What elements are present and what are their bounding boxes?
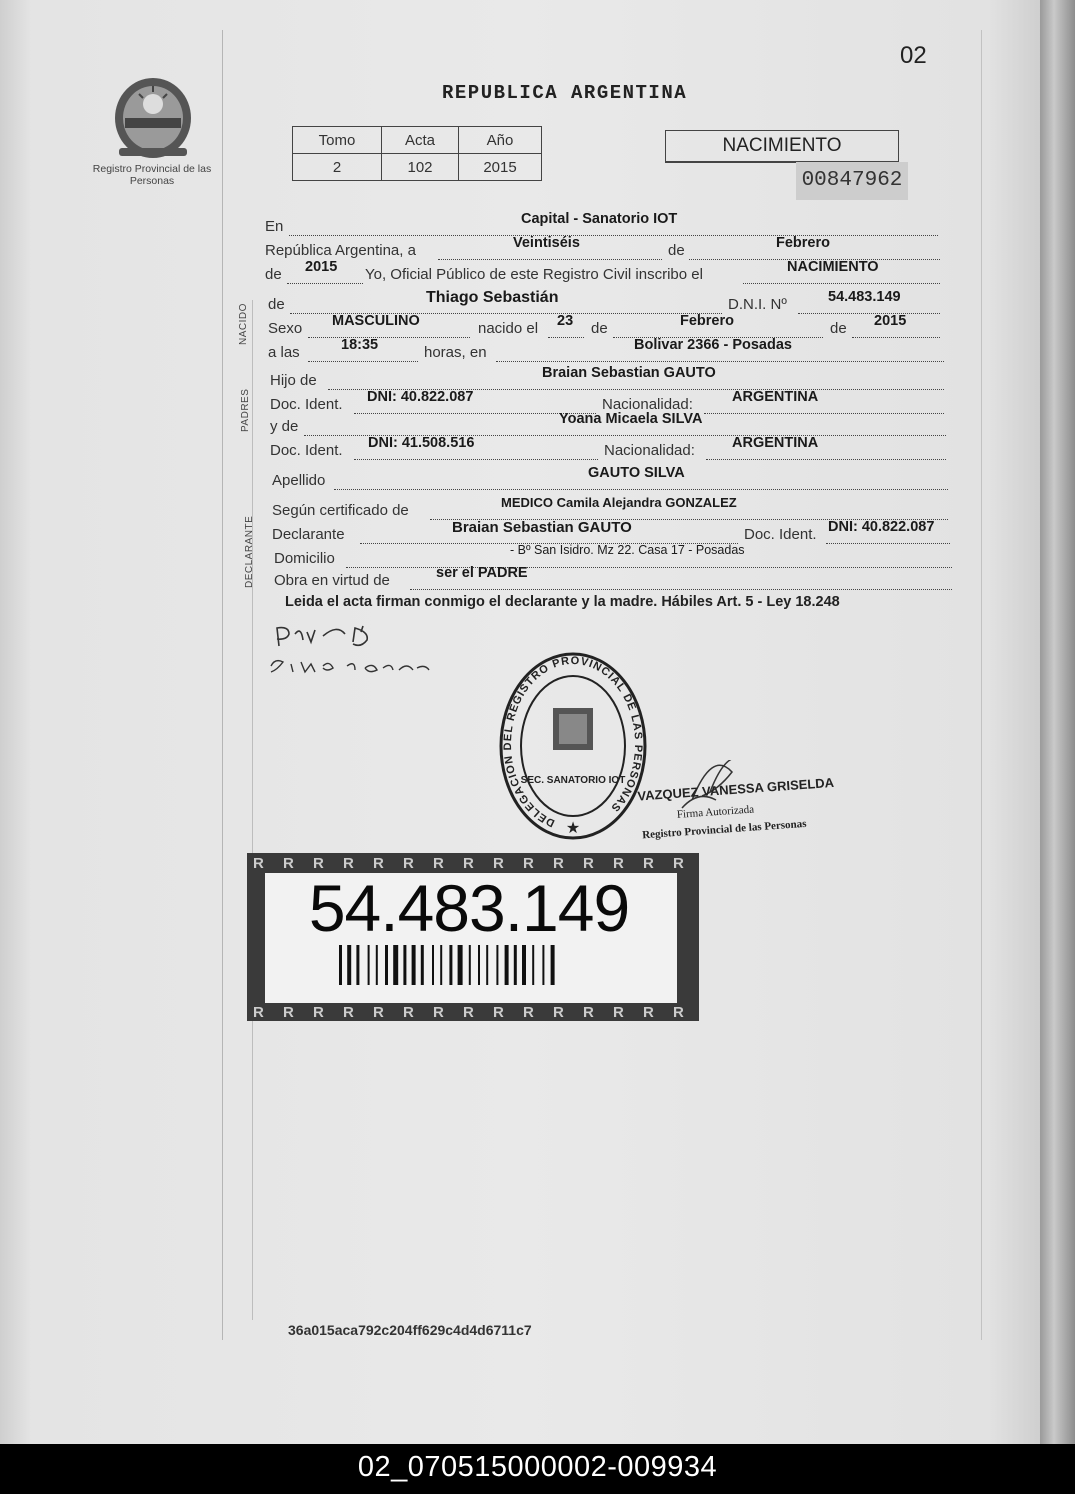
signer-name: VAZQUEZ VANESSA GRISELDA [636,774,835,804]
dni-label: D.N.I. Nº [728,296,787,313]
father-nationality: ARGENTINA [732,389,819,405]
de2-label: de [265,266,282,283]
month-value: Febrero [776,235,830,251]
stamp-inner-text: SEC. SANATORIO IOT [520,775,626,786]
registry-table [292,126,542,181]
sticker-pattern-letter: R [403,855,414,872]
sticker-pattern-letter: R [643,1004,654,1021]
alas-label: a las [268,344,300,361]
star-icon: ★ [565,820,581,837]
sticker-pattern-letter: R [673,855,684,872]
sticker-pattern-letter: R [613,1004,624,1021]
stamp-ring-text: DELEGACION DEL REGISTRO PROVINCIAL DE LAS PERSONAS [501,654,645,830]
declarant-signature [265,622,440,684]
nacido-section-label: NACIDO [238,303,249,345]
birth-year: 2015 [874,313,907,329]
acta-header: Acta [382,127,459,154]
domicilio-value: - Bº San Isidro. Mz 22. Casa 17 - Posadas [510,543,745,557]
cert-value: MEDICO Camila Alejandra GONZALEZ [501,495,737,510]
apellido-row [272,465,948,496]
province-crest-icon [105,68,201,164]
barcode-bar [514,945,517,985]
doc-label: Doc. Ident. [270,396,343,413]
sexo-label: Sexo [268,320,303,337]
sticker-pattern-letter: R [493,855,504,872]
sticker-pattern-letter: R [313,1004,324,1021]
sticker-pattern-letter: R [643,855,654,872]
barcode-bar [478,945,480,985]
horas-label: horas, en [424,344,487,361]
mother-name: Yoana Micaela SILVA [559,411,703,427]
crest-caption: Registro Provincial de las Personas [92,163,212,187]
sticker-pattern-letter: R [553,1004,564,1021]
sticker-pattern-letter: R [523,1004,534,1021]
sticker-pattern-letter: R [253,855,264,872]
authorized-signer-block [632,760,837,846]
father-doc: DNI: 40.822.087 [367,389,474,405]
obra-value: ser el PADRE [436,565,528,581]
year-row [265,259,940,290]
barcode-bar [412,945,416,985]
sticker-pattern-letter: R [313,855,324,872]
barcode-bar [393,945,398,985]
birth-place: Bolivar 2366 - Posadas [634,337,792,353]
sticker-pattern-letter: R [433,1004,444,1021]
dni-number: 54.483.149 [308,871,630,945]
declarante-doc: DNI: 40.822.087 [828,519,935,535]
sticker-pattern-letter: R [493,1004,504,1021]
declarante-label: Declarante [272,526,345,543]
sticker-pattern-letter: R [523,855,534,872]
sticker-pattern-letter: R [613,855,624,872]
tomo-value: 2 [293,154,382,181]
sticker-pattern-letter: R [583,855,594,872]
domicilio-row [274,543,952,574]
en-label: En [265,218,284,235]
mother-doc: DNI: 41.508.516 [368,435,475,451]
closing-statement: Leida el acta firman conmigo el declarante y la madre. Hábiles Art. 5 - Ley 18.248 [285,594,840,610]
rep-label: República Argentina, a [265,242,416,259]
en-row [265,211,940,242]
de-label: de [830,320,847,337]
registry-stamp [497,648,649,844]
birth-month: Febrero [680,313,734,329]
sticker-pattern-letter: R [403,1004,414,1021]
tomo-header: Tomo [293,127,382,154]
sticker-pattern-letter: R [553,855,564,872]
barcode-bar [385,945,388,985]
sticker-pattern-letter: R [433,855,444,872]
sticker-pattern-letter: R [343,1004,354,1021]
father-name: Braian Sebastian GAUTO [542,365,716,381]
anio-value: 2015 [459,154,542,181]
yo-text: Yo, Oficial Público de este Registro Civil inscribo el [365,266,703,283]
barcode-bar [376,945,378,985]
nacionalidad-label: Nacionalidad: [604,442,695,459]
day-value: Veintiséis [513,235,580,251]
serial-number: 00847962 [796,162,908,200]
child-dni: 54.483.149 [828,289,901,305]
domicilio-label: Domicilio [274,550,335,567]
birth-time: 18:35 [341,337,379,353]
document-hash: 36a015aca792c204ff629c4d4d6711c7 [288,1322,532,1338]
sticker-pattern-letter: R [373,1004,384,1021]
cert-label: Según certificado de [272,502,409,519]
apellido-label: Apellido [272,472,326,489]
child-name: Thiago Sebastián [426,289,559,306]
de-label: de [268,296,285,313]
barcode-bar [469,945,471,985]
barcode-bar [356,945,359,985]
barcode-bar [496,945,498,985]
sticker-pattern-letter: R [253,1004,264,1021]
barcode-bar [505,945,509,985]
hijo-label: Hijo de [270,372,317,389]
barcode-bar [432,945,434,985]
barcode-bar [449,945,452,985]
doc-label: Doc. Ident. [270,442,343,459]
barcode-bar [522,945,526,985]
sticker-pattern-letter: R [673,1004,684,1021]
barcode-bar [542,945,544,985]
document-title: REPUBLICA ARGENTINA [442,82,688,104]
signer-org: Registro Provincial de las Personas [641,817,807,842]
barcode-bar [440,945,442,985]
padres-section-label: PADRES [240,388,251,432]
mother-nationality: ARGENTINA [732,435,819,451]
de-label: de [668,242,685,259]
apellido-value: GAUTO SILVA [588,465,685,481]
sticker-pattern-letter: R [373,855,384,872]
sexo-value: MASCULINO [332,313,420,329]
barcode-bar [339,945,342,985]
barcode-bar [532,945,534,985]
barcode-bar [368,945,370,985]
nacionalidad-label: Nacionalidad: [602,396,693,413]
barcode-bar [458,945,463,985]
declarante-section-label: DECLARANTE [244,515,255,588]
year-value: 2015 [305,259,338,275]
de-label: de [591,320,608,337]
sticker-pattern-letter: R [343,855,354,872]
signer-role: Firma Autorizada [676,803,755,821]
section-divider [252,300,253,1320]
sticker-pattern-letter: R [463,855,474,872]
nacido-label: nacido el [478,320,539,337]
barcode-bar [347,945,351,985]
barcode-bar [551,945,555,985]
sticker-pattern-letter: R [283,1004,294,1021]
inscribo-value: NACIMIENTO [787,259,879,275]
sticker-pattern-letter: R [583,1004,594,1021]
doc-label: Doc. Ident. [744,526,817,543]
obra-label: Obra en virtud de [274,572,390,589]
sticker-pattern-letter: R [463,1004,474,1021]
act-type-box: NACIMIENTO [665,130,899,163]
yde-label: y de [270,418,299,435]
barcode-bar [403,945,406,985]
file-id-bar: 02_070515000002-009934 [0,1444,1075,1494]
barcode-bar [421,945,424,985]
en-value: Capital - Sanatorio IOT [521,211,678,227]
acta-value: 102 [382,154,459,181]
barcode-bar [486,945,488,985]
birth-day: 23 [557,313,574,329]
sticker-pattern-letter: R [283,855,294,872]
anio-header: Año [459,127,542,154]
declarante-name: Braian Sebastian GAUTO [452,519,632,536]
mother-doc-row [270,435,946,466]
obra-row [274,565,952,596]
folio-number: 02 [900,42,927,69]
page-edge [1040,0,1075,1444]
